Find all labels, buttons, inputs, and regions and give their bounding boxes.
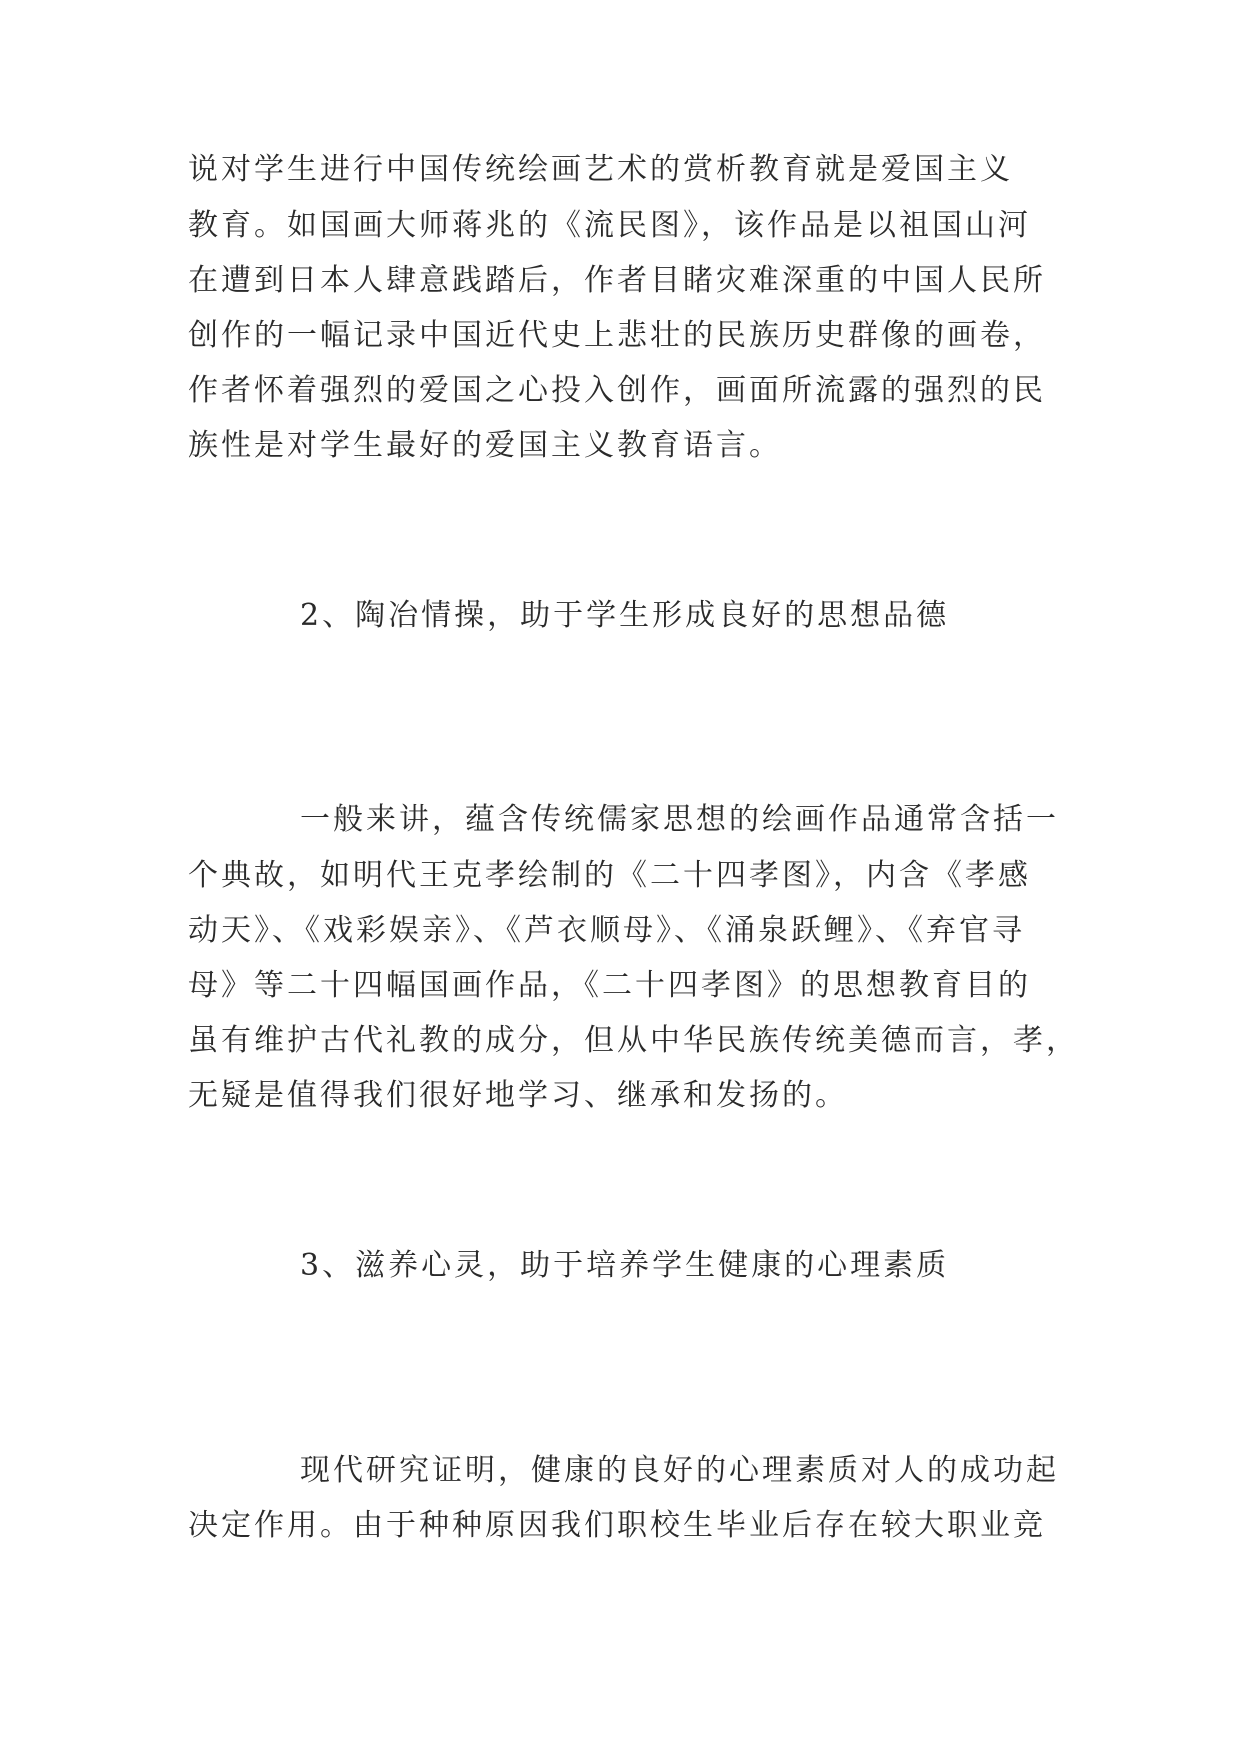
section-heading-2: 2、陶冶情操，助于学生形成良好的思想品德	[300, 598, 950, 633]
paragraph-line: 族性是对学生最好的爱国主义教育语言。	[188, 428, 782, 463]
paragraph-line: 母》等二十四幅国画作品，《二十四孝图》的思想教育目的	[188, 968, 1031, 1003]
paragraph-line: 决定作用。由于种种原因我们职校生毕业后存在较大职业竞	[188, 1508, 1046, 1543]
paragraph-line: 作者怀着强烈的爱国之心投入创作，画面所流露的强烈的民	[188, 373, 1046, 408]
paragraph-line: 教育。如国画大师蒋兆的《流民图》，该作品是以祖国山河	[188, 208, 1031, 243]
paragraph-line: 个典故，如明代王克孝绘制的《二十四孝图》，内含《孝感	[188, 858, 1031, 893]
paragraph-line: 说对学生进行中国传统绘画艺术的赏析教育就是爱国主义	[188, 152, 1013, 187]
section-heading-3: 3、滋养心灵，助于培养学生健康的心理素质	[300, 1248, 950, 1283]
paragraph-line: 动天》、《戏彩娱亲》、《芦衣顺母》、《涌泉跃鲤》、《弃官寻	[188, 913, 1025, 948]
paragraph-line: 在遭到日本人肆意践踏后，作者目睹灾难深重的中国人民所	[188, 263, 1046, 298]
paragraph-line: 虽有维护古代礼教的成分，但从中华民族传统美德而言，孝，	[188, 1023, 1079, 1058]
paragraph-line: 一般来讲，蕴含传统儒家思想的绘画作品通常含括一	[300, 802, 1059, 837]
paragraph-line: 创作的一幅记录中国近代史上悲壮的民族历史群像的画卷，	[188, 318, 1046, 353]
paragraph-line: 无疑是值得我们很好地学习、继承和发扬的。	[188, 1078, 848, 1113]
paragraph-line: 现代研究证明，健康的良好的心理素质对人的成功起	[300, 1453, 1059, 1488]
